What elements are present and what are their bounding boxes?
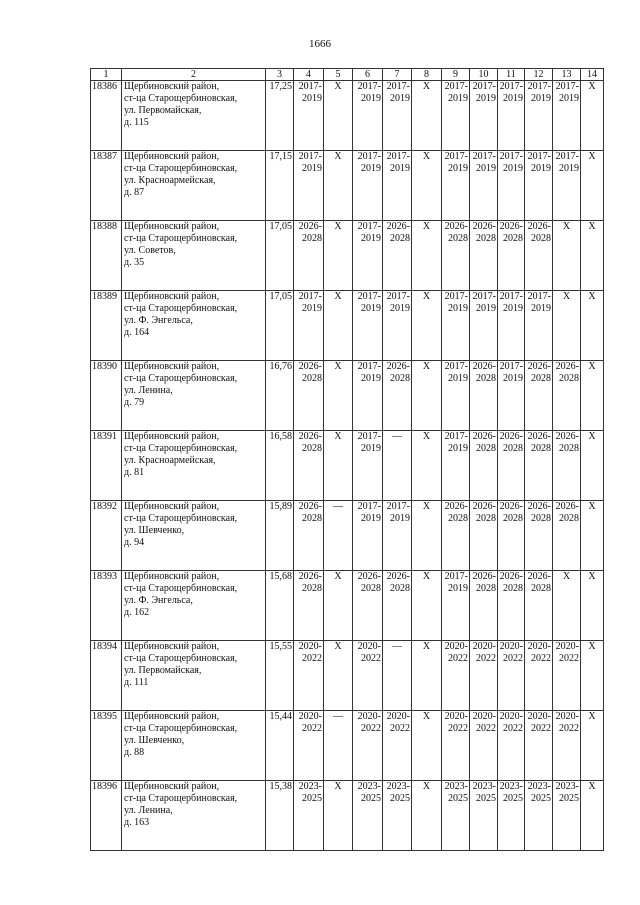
record-number: 18392 [91, 501, 122, 571]
period-cell: 2026- 2028 [498, 431, 525, 501]
period-cell: 2017- 2019 [442, 81, 470, 151]
period-cell: 2026- 2028 [525, 431, 553, 501]
column-header: 12 [525, 69, 553, 81]
column-header: 6 [353, 69, 383, 81]
period-cell: 2017- 2019 [383, 151, 412, 221]
period-cell: X [412, 501, 442, 571]
column-header: 10 [470, 69, 498, 81]
period-cell: 2023- 2025 [442, 781, 470, 851]
period-cell: 2023- 2025 [553, 781, 581, 851]
period-cell: — [324, 711, 353, 781]
period-cell: 2026- 2028 [553, 361, 581, 431]
period-cell: 2026- 2028 [470, 221, 498, 291]
period-cell: X [553, 291, 581, 361]
period-cell: 2026- 2028 [553, 431, 581, 501]
column-header: 14 [581, 69, 604, 81]
period-cell: X [324, 431, 353, 501]
period-cell: 2023- 2025 [353, 781, 383, 851]
period-cell: 2017- 2019 [553, 81, 581, 151]
period-cell: X [412, 571, 442, 641]
period-cell: 2026- 2028 [442, 221, 470, 291]
period-cell: 2017- 2019 [353, 431, 383, 501]
period-cell: X [412, 81, 442, 151]
period-cell: X [581, 641, 604, 711]
address-cell: Щербиновский район, ст-ца Старощербиновская, ул. Первомайская, д. 111 [122, 641, 266, 711]
value-cell: 16,76 [266, 361, 294, 431]
period-cell: X [324, 291, 353, 361]
record-number: 18388 [91, 221, 122, 291]
period-cell: X [412, 151, 442, 221]
table-row [91, 781, 604, 851]
period-cell: 2023- 2025 [525, 781, 553, 851]
period-cell: 2026- 2028 [498, 501, 525, 571]
period-cell: 2020- 2022 [498, 711, 525, 781]
period-cell: 2017- 2019 [294, 81, 324, 151]
period-cell: 2017- 2019 [525, 151, 553, 221]
period-cell: X [324, 81, 353, 151]
table-row [91, 291, 604, 361]
period-cell: 2026- 2028 [294, 221, 324, 291]
table-row [91, 81, 604, 151]
period-cell: X [412, 291, 442, 361]
period-cell: 2020- 2022 [383, 711, 412, 781]
period-cell: X [581, 501, 604, 571]
period-cell: X [581, 81, 604, 151]
period-cell: 2017- 2019 [498, 361, 525, 431]
table-row [91, 151, 604, 221]
period-cell: 2020- 2022 [294, 641, 324, 711]
period-cell: 2017- 2019 [442, 431, 470, 501]
period-cell: X [581, 571, 604, 641]
address-cell: Щербиновский район, ст-ца Старощербиновская, ул. Шевченко, д. 94 [122, 501, 266, 571]
column-header: 9 [442, 69, 470, 81]
period-cell: 2026- 2028 [294, 431, 324, 501]
period-cell: X [412, 361, 442, 431]
record-number: 18396 [91, 781, 122, 851]
period-cell: 2017- 2019 [383, 501, 412, 571]
period-cell: 2017- 2019 [442, 291, 470, 361]
period-cell: X [412, 431, 442, 501]
period-cell: 2020- 2022 [353, 711, 383, 781]
period-cell: 2020- 2022 [525, 641, 553, 711]
period-cell: X [581, 221, 604, 291]
period-cell: 2017- 2019 [442, 151, 470, 221]
period-cell: 2026- 2028 [442, 501, 470, 571]
period-cell: 2020- 2022 [294, 711, 324, 781]
period-cell: 2020- 2022 [353, 641, 383, 711]
period-cell: 2017- 2019 [498, 291, 525, 361]
value-cell: 17,15 [266, 151, 294, 221]
period-cell: 2017- 2019 [353, 81, 383, 151]
period-cell: 2017- 2019 [353, 291, 383, 361]
record-number: 18386 [91, 81, 122, 151]
period-cell: 2026- 2028 [498, 221, 525, 291]
period-cell: 2020- 2022 [470, 641, 498, 711]
period-cell: 2026- 2028 [383, 361, 412, 431]
period-cell: 2017- 2019 [383, 81, 412, 151]
period-cell: 2026- 2028 [294, 361, 324, 431]
value-cell: 17,05 [266, 291, 294, 361]
page-number: 1666 [309, 38, 331, 50]
period-cell: 2026- 2028 [553, 501, 581, 571]
period-cell: 2026- 2028 [525, 501, 553, 571]
address-cell: Щербиновский район, ст-ца Старощербиновская, ул. Советов, д. 35 [122, 221, 266, 291]
period-cell: 2017- 2019 [470, 151, 498, 221]
address-cell: Щербиновский район, ст-ца Старощербиновская, ул. Шевченко, д. 88 [122, 711, 266, 781]
period-cell: 2017- 2019 [353, 221, 383, 291]
period-cell: X [324, 781, 353, 851]
period-cell: 2020- 2022 [525, 711, 553, 781]
value-cell: 15,44 [266, 711, 294, 781]
column-header: 11 [498, 69, 525, 81]
address-cell: Щербиновский район, ст-ца Старощербиновская, ул. Первомайская, д. 115 [122, 81, 266, 151]
period-cell: 2026- 2028 [470, 501, 498, 571]
period-cell: 2020- 2022 [442, 711, 470, 781]
period-cell: 2017- 2019 [498, 81, 525, 151]
period-cell: X [581, 291, 604, 361]
period-cell: 2023- 2025 [383, 781, 412, 851]
address-cell: Щербиновский район, ст-ца Старощербиновская, ул. Ленина, д. 79 [122, 361, 266, 431]
table-row [91, 501, 604, 571]
period-cell: 2017- 2019 [470, 81, 498, 151]
period-cell: 2026- 2028 [498, 571, 525, 641]
record-number: 18391 [91, 431, 122, 501]
period-cell: X [553, 571, 581, 641]
period-cell: 2023- 2025 [294, 781, 324, 851]
period-cell: 2026- 2028 [383, 221, 412, 291]
period-cell: 2023- 2025 [498, 781, 525, 851]
period-cell: 2023- 2025 [470, 781, 498, 851]
period-cell: — [324, 501, 353, 571]
period-cell: 2026- 2028 [470, 361, 498, 431]
period-cell: 2017- 2019 [442, 571, 470, 641]
period-cell: X [412, 781, 442, 851]
period-cell: 2017- 2019 [553, 151, 581, 221]
period-cell: 2026- 2028 [525, 361, 553, 431]
record-number: 18387 [91, 151, 122, 221]
column-header: 5 [324, 69, 353, 81]
column-header: 4 [294, 69, 324, 81]
period-cell: 2020- 2022 [470, 711, 498, 781]
period-cell: X [581, 781, 604, 851]
record-number: 18394 [91, 641, 122, 711]
period-cell: 2017- 2019 [525, 81, 553, 151]
period-cell: — [383, 431, 412, 501]
period-cell: 2017- 2019 [442, 361, 470, 431]
period-cell: X [412, 711, 442, 781]
period-cell: X [324, 571, 353, 641]
period-cell: X [581, 431, 604, 501]
period-cell: X [324, 151, 353, 221]
value-cell: 16,58 [266, 431, 294, 501]
period-cell: 2017- 2019 [383, 291, 412, 361]
column-header: 1 [91, 69, 122, 81]
value-cell: 15,89 [266, 501, 294, 571]
record-number: 18389 [91, 291, 122, 361]
period-cell: 2026- 2028 [353, 571, 383, 641]
value-cell: 15,55 [266, 641, 294, 711]
period-cell: 2026- 2028 [525, 221, 553, 291]
address-cell: Щербиновский район, ст-ца Старощербиновская, ул. Красноармейская, д. 87 [122, 151, 266, 221]
period-cell: 2017- 2019 [353, 501, 383, 571]
period-cell: 2020- 2022 [553, 641, 581, 711]
table-row [91, 361, 604, 431]
value-cell: 15,38 [266, 781, 294, 851]
period-cell: 2017- 2019 [525, 291, 553, 361]
table-row [91, 571, 604, 641]
period-cell: X [324, 641, 353, 711]
period-cell: X [581, 151, 604, 221]
address-cell: Щербиновский район, ст-ца Старощербиновская, ул. Ф. Энгельса, д. 164 [122, 291, 266, 361]
period-cell: X [412, 641, 442, 711]
record-number: 18390 [91, 361, 122, 431]
period-cell: 2017- 2019 [498, 151, 525, 221]
period-cell: X [412, 221, 442, 291]
period-cell: 2026- 2028 [470, 571, 498, 641]
period-cell: 2026- 2028 [383, 571, 412, 641]
period-cell: 2020- 2022 [442, 641, 470, 711]
column-header: 7 [383, 69, 412, 81]
period-cell: X [581, 361, 604, 431]
address-cell: Щербиновский район, ст-ца Старощербиновская, ул. Красноармейская, д. 81 [122, 431, 266, 501]
period-cell: 2017- 2019 [470, 291, 498, 361]
column-header: 2 [122, 69, 266, 81]
period-cell: 2020- 2022 [553, 711, 581, 781]
period-cell: X [324, 361, 353, 431]
value-cell: 15,68 [266, 571, 294, 641]
header-row [91, 69, 604, 81]
address-cell: Щербиновский район, ст-ца Старощербиновская, ул. Ф. Энгельса, д. 162 [122, 571, 266, 641]
period-cell: 2026- 2028 [294, 571, 324, 641]
housing-table [90, 68, 604, 851]
value-cell: 17,05 [266, 221, 294, 291]
period-cell: 2017- 2019 [353, 361, 383, 431]
period-cell: 2026- 2028 [470, 431, 498, 501]
period-cell: X [324, 221, 353, 291]
table-row [91, 221, 604, 291]
period-cell: 2026- 2028 [525, 571, 553, 641]
period-cell: 2017- 2019 [294, 151, 324, 221]
address-cell: Щербиновский район, ст-ца Старощербиновская, ул. Ленина, д. 163 [122, 781, 266, 851]
column-header: 3 [266, 69, 294, 81]
column-header: 8 [412, 69, 442, 81]
record-number: 18393 [91, 571, 122, 641]
period-cell: X [553, 221, 581, 291]
value-cell: 17,25 [266, 81, 294, 151]
column-header: 13 [553, 69, 581, 81]
period-cell: 2026- 2028 [294, 501, 324, 571]
table-row [91, 711, 604, 781]
period-cell: 2017- 2019 [353, 151, 383, 221]
period-cell: X [581, 711, 604, 781]
table-row [91, 641, 604, 711]
period-cell: 2020- 2022 [498, 641, 525, 711]
table-row [91, 431, 604, 501]
period-cell: 2017- 2019 [294, 291, 324, 361]
period-cell: — [383, 641, 412, 711]
record-number: 18395 [91, 711, 122, 781]
